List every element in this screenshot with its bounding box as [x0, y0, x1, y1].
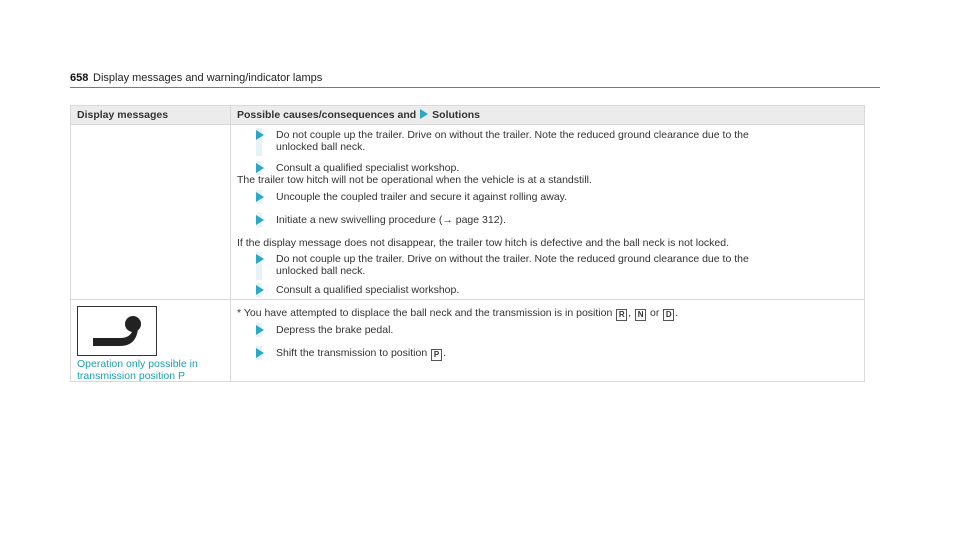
arrow-bullet-icon	[256, 348, 264, 358]
instruction-line: Do not couple up the trailer. Drive on without the trailer. Note the reduced ground clearance due to the	[276, 253, 749, 265]
cause-text-main: * You have attempted to displace the ball neck and the transmission is in position	[237, 307, 613, 319]
instruction-text: Shift the transmission to position	[276, 347, 428, 359]
arrow-bullet-icon	[256, 192, 264, 202]
section-title: Display messages and warning/indicator lamps	[93, 72, 323, 84]
note-text: If the display message does not disappear, the trailer tow hitch is defective and the ball neck is not locked.	[237, 237, 730, 249]
page-number: 658	[70, 72, 89, 84]
col-header-display-messages: Display messages	[77, 109, 169, 121]
message-caption: transmission position P	[77, 370, 185, 382]
arrow-bullet-icon	[256, 163, 264, 173]
gear-p-icon: P	[431, 349, 442, 361]
instruction-line: Uncouple the coupled trailer and secure it against rolling away.	[276, 191, 568, 203]
arrow-bullet-icon	[256, 325, 264, 335]
cause-text	[237, 307, 678, 321]
table-header	[71, 106, 864, 125]
col-header-solutions-text: Solutions	[432, 109, 481, 121]
instruction-line: Consult a qualified specialist workshop.	[276, 162, 460, 174]
arrow-bullet-icon	[256, 215, 264, 225]
gear-n-icon: N	[635, 309, 646, 321]
header-divider	[70, 87, 880, 88]
instruction-line: unlocked ball neck.	[276, 265, 366, 277]
arrow-bullet-icon	[256, 254, 264, 264]
display-messages-table	[70, 105, 865, 382]
arrow-bullet-icon	[256, 285, 264, 295]
instruction-line: Depress the brake pedal.	[276, 324, 394, 336]
col-header-causes-solutions	[237, 109, 480, 121]
separator: ,	[628, 307, 632, 319]
instruction-line: Do not couple up the trailer. Drive on without the trailer. Note the reduced ground clearance due to the	[276, 129, 749, 141]
instruction-line: Initiate a new swivelling procedure (→ page 312).	[276, 214, 506, 226]
or-text: or	[650, 307, 660, 319]
period: .	[675, 307, 679, 319]
instruction-line: Consult a qualified specialist workshop.	[276, 284, 460, 296]
arrow-right-icon	[420, 109, 428, 119]
gear-r-icon: R	[616, 309, 627, 321]
column-divider	[230, 106, 231, 381]
row-divider	[71, 299, 864, 300]
trailer-hitch-icon	[77, 306, 157, 356]
note-text: The trailer tow hitch will not be operational when the vehicle is at a standstill.	[237, 174, 592, 186]
instruction-line: unlocked ball neck.	[276, 141, 366, 153]
col-header-causes-text: Possible causes/consequences and	[237, 109, 417, 121]
instruction-line	[276, 347, 446, 361]
arrow-bullet-icon	[256, 130, 264, 140]
gear-d-icon: D	[663, 309, 674, 321]
period: .	[443, 347, 447, 359]
message-caption: Operation only possible in	[77, 358, 198, 370]
